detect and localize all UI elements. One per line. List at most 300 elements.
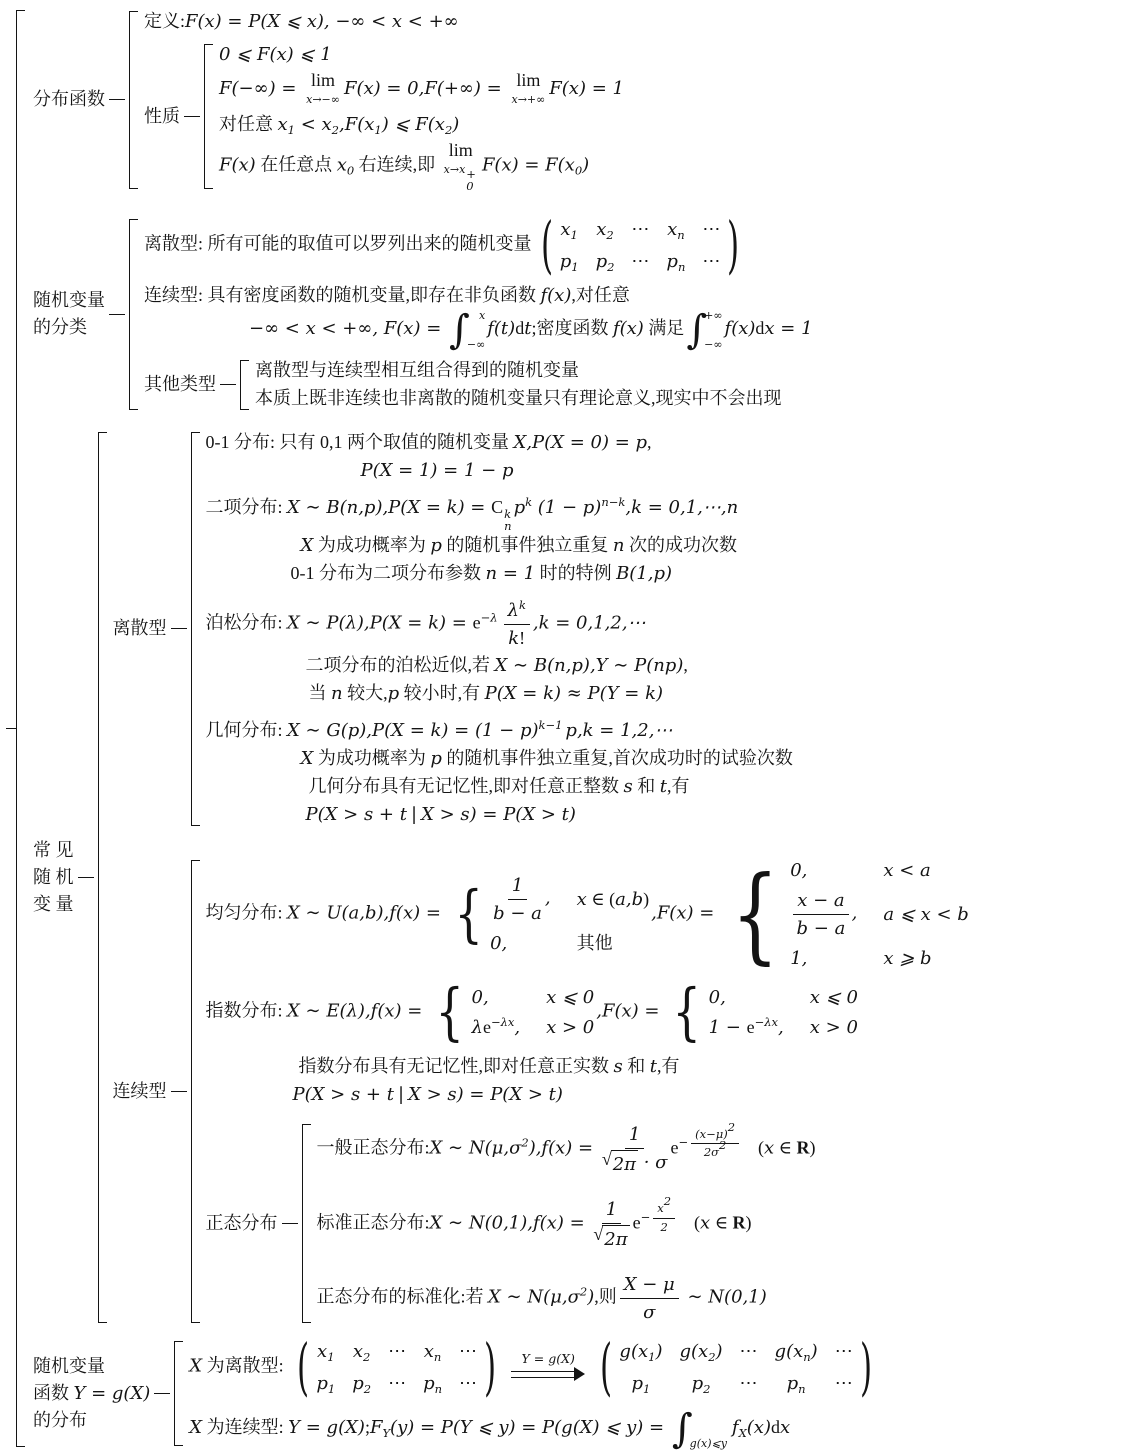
bracket-icon: [98, 432, 107, 1323]
row-line: [144, 8, 624, 36]
row-line: [206, 717, 793, 745]
text: C: [491, 496, 504, 517]
math-text: g(: [619, 1340, 638, 1362]
text: 满足: [643, 317, 685, 338]
paren-icon: (: [297, 1329, 310, 1403]
bracket-icon: [240, 360, 249, 410]
text: 为成功概率为: [313, 534, 431, 555]
branch-children: [205, 852, 971, 1326]
row-line: [361, 457, 793, 485]
distribution-function: [33, 8, 971, 192]
math-text: p,k = 1,2,⋯: [565, 719, 673, 741]
radical-icon: √: [593, 1223, 604, 1244]
math-text: ): [715, 1340, 723, 1362]
mindmap-root: [6, 8, 1145, 1452]
common-discrete-label: [113, 615, 167, 642]
connector-dash: [220, 384, 236, 385]
text: 连续型: [112, 1080, 167, 1101]
subscript: 2: [363, 1381, 372, 1396]
other-combo-row: [255, 357, 782, 385]
math-text: σ: [567, 1286, 580, 1308]
subscript: 1: [327, 1349, 335, 1364]
sup-sub-stack: k n: [504, 506, 512, 533]
math-text: X > s) = P(X > t): [408, 1083, 563, 1105]
math-text: x > 0: [546, 1016, 595, 1038]
math-text: F(x) = 0,F(+∞) =: [343, 77, 508, 99]
math-text: p: [316, 1372, 328, 1394]
brace-icon: {: [672, 974, 702, 1048]
function-of-rv-label: [33, 1353, 150, 1434]
math-text: n: [485, 562, 498, 584]
normal: [206, 1121, 971, 1326]
math-text: s: [623, 775, 633, 797]
math-text: −: [640, 1210, 651, 1225]
math-text: λ: [507, 599, 519, 621]
text: 随机变量: [33, 1355, 105, 1376]
math-text: b − a: [493, 902, 542, 924]
row-line: [144, 207, 813, 281]
text: ): [809, 1137, 816, 1158]
common-continuous-label: [113, 1078, 167, 1105]
math-text: X,P(X = 0) = p: [513, 431, 648, 453]
superscript: −λx: [754, 1014, 779, 1029]
fraction: [493, 872, 542, 927]
math-text: ∼ N(0,1): [681, 1286, 767, 1308]
probability-matrix: [594, 1329, 878, 1403]
connector-dash: [78, 877, 94, 878]
subscript: 2: [444, 122, 453, 137]
superscript: 2: [663, 1194, 672, 1209]
text: 均匀分布:: [205, 902, 288, 923]
text: 较大,: [342, 682, 388, 703]
row-line: [219, 141, 624, 192]
math-text: −∞: [466, 338, 486, 352]
limit: lim x→−∞: [306, 70, 340, 106]
math-text: (x−μ): [695, 1126, 728, 1141]
math-text: x: [637, 1340, 649, 1362]
other-theoretical-row: [255, 385, 782, 413]
fraction: [691, 1119, 739, 1162]
math-text: F: [369, 1416, 383, 1438]
math-text: X ∼ E(λ),f(x) =: [287, 1000, 429, 1022]
row-line: [301, 745, 793, 773]
superscript: n−k: [601, 494, 626, 509]
math-text: −∞ < x < +∞, F(x) =: [249, 317, 448, 339]
text: 函数: [33, 1382, 74, 1403]
text: 为离散型:: [202, 1355, 289, 1376]
math-text: 0,: [471, 986, 489, 1008]
row-line: [317, 1196, 816, 1253]
bracket-icon: [302, 1124, 311, 1323]
math-text: a,b: [615, 888, 644, 910]
geometric: [206, 717, 793, 829]
text: ⋯: [702, 218, 721, 239]
text: ;密度函数: [531, 317, 613, 338]
bracket-icon: [129, 219, 138, 410]
superscript: 2: [521, 1135, 529, 1150]
math-text: σ: [509, 1137, 522, 1159]
row-line: [317, 1271, 816, 1326]
text: ,: [683, 654, 688, 675]
math-text: <: [294, 113, 322, 135]
math-text: ,: [514, 1016, 521, 1038]
text: 时的特例: [535, 562, 617, 583]
text: 的随机事件独立重复: [441, 534, 613, 555]
math-text: x < a: [883, 859, 931, 881]
text: 离散型: [112, 618, 167, 639]
math-text: x ⩽ 0: [809, 986, 858, 1008]
math-text: −: [678, 1135, 689, 1150]
math-text: x: [596, 218, 607, 240]
math-text: n: [612, 534, 625, 556]
text: 次的成功次数: [624, 534, 737, 555]
row-line: [317, 1121, 816, 1178]
text: ,: [647, 431, 652, 452]
subscript: Y: [382, 1425, 391, 1440]
math-text: t: [524, 317, 532, 339]
math-text: f(t): [487, 317, 516, 339]
math-text: x: [698, 1340, 709, 1362]
math-text: ,F(x) =: [596, 1000, 666, 1022]
text: ,对任意: [571, 284, 630, 305]
branch-children: [113, 429, 971, 1326]
connector-dash: [171, 628, 187, 629]
math-text: x: [793, 1340, 804, 1362]
math-text: 2σ: [703, 1144, 719, 1159]
math-text: f(x): [612, 317, 644, 339]
subscript: n: [803, 1349, 811, 1364]
text: 几何分布具有无记忆性,即对任意正整数: [308, 775, 624, 796]
math-bold-text: R: [732, 1212, 746, 1233]
math-text: Y = g(X): [521, 1350, 575, 1366]
math-text: x ⩾ b: [883, 947, 932, 969]
math-text: x: [277, 113, 288, 135]
piecewise-cases: [449, 872, 649, 957]
subscript: 1: [571, 259, 579, 274]
math-text: +∞: [704, 308, 723, 322]
math-text: 1: [628, 1123, 641, 1145]
exp-memoryless: [206, 1053, 971, 1109]
continuous-def-row: [144, 282, 813, 353]
math-text: X ∼ U(a,b),f(x) =: [287, 902, 447, 924]
connector-dash: [109, 314, 125, 315]
math-text: x − a: [797, 889, 845, 911]
text: 指数分布具有无记忆性,即对任意正实数: [298, 1055, 614, 1076]
connector-dash: [282, 1223, 298, 1224]
row-line: [219, 71, 624, 109]
text: ⋯: [834, 1372, 853, 1393]
row-line: [309, 680, 793, 708]
bracket-icon: [204, 44, 213, 189]
math-text: σ: [643, 1301, 656, 1323]
text: ∈: [710, 1212, 733, 1233]
subscript: n: [677, 227, 685, 242]
row-line: [301, 532, 793, 560]
text: 离散型: 所有可能的取值可以罗列出来的随机变量: [144, 233, 532, 254]
row-line: [205, 852, 971, 975]
text: 和: [622, 1055, 650, 1076]
subscript: 2: [607, 259, 615, 274]
probability-matrix: [535, 207, 746, 281]
math-text: 1: [511, 874, 524, 896]
root-connector-dash: [6, 728, 16, 729]
row-line: [299, 1053, 971, 1081]
row-line: [189, 1329, 881, 1403]
math-text: 2π: [604, 1228, 628, 1250]
text: 正态分布的标准化:若: [316, 1286, 489, 1307]
row-line: [144, 282, 813, 310]
brace-icon: {: [454, 876, 483, 950]
text: 本质上既非连续也非离散的随机变量只有理论意义,现实中不会出现: [255, 387, 782, 408]
bracket-icon: [129, 11, 138, 189]
math-text: x: [764, 317, 775, 339]
uniform: [205, 852, 971, 975]
subscript: n: [798, 1381, 806, 1396]
math-text: |: [410, 803, 418, 825]
text: ⋯: [631, 250, 650, 271]
branch-children: [219, 41, 624, 192]
common-random-variables-label: [33, 837, 74, 918]
math-text: x: [657, 1201, 664, 1216]
text: d: [515, 317, 525, 338]
rv-classification-label: [33, 287, 105, 341]
subscript: 2: [331, 122, 339, 137]
math-text: ,F(x) =: [651, 902, 721, 924]
superscript: [640, 1194, 678, 1234]
text: ⋯: [388, 1340, 407, 1361]
math-text: ,: [544, 887, 551, 909]
common-random-variables: [33, 429, 971, 1326]
text: 一般正态分布:: [316, 1137, 430, 1158]
properties: [144, 41, 624, 192]
math-text: n: [331, 682, 343, 704]
math-text: F(−∞) =: [219, 77, 303, 99]
math-text: x: [564, 154, 575, 176]
text: d: [755, 317, 765, 338]
math-text: x > 0: [809, 1016, 858, 1038]
fraction: [653, 1194, 675, 1236]
text: 性质: [144, 105, 180, 126]
math-text: t: [649, 1055, 657, 1077]
connector-dash: [171, 1091, 187, 1092]
subscript: 1: [287, 122, 295, 137]
subscript: 1: [643, 1381, 651, 1396]
math-text: X ∼ N(μ,: [429, 1137, 510, 1159]
fraction: [602, 1121, 668, 1178]
math-text: p: [595, 250, 608, 272]
normal-label: [206, 1210, 278, 1237]
math-text: X: [189, 1355, 203, 1377]
square-root: [593, 1225, 629, 1253]
math-text: ,: [778, 1016, 784, 1038]
math-text: · σ: [638, 1151, 668, 1173]
subscript: 1: [648, 1349, 656, 1364]
math-text: = 1: [497, 562, 536, 584]
math-text: p: [691, 1372, 704, 1394]
text: 泊松分布:: [205, 612, 288, 633]
square-root: [602, 1150, 638, 1178]
text: 其他: [576, 932, 613, 953]
bracket-icon: [191, 860, 200, 1323]
math-text: X ∼ B(n,p),P(X = k) =: [287, 496, 492, 518]
other-types: [144, 357, 813, 413]
row-line: [219, 111, 624, 139]
math-text: = 1: [774, 317, 813, 339]
math-text: ,k = 0,1,⋯,n: [625, 496, 739, 518]
integral-icon: ∫: [671, 1405, 693, 1452]
text: ,有: [656, 1055, 680, 1076]
connector-dash: [154, 1393, 170, 1394]
math-text: ) ⩽ F(: [381, 113, 435, 135]
math-text: F(x) = P(X ⩽ x), −∞ < x < +∞: [185, 11, 459, 32]
probability-matrix: [291, 1329, 502, 1403]
text: ∈: [774, 1137, 797, 1158]
math-text: x→−∞: [306, 93, 340, 106]
subscript: n: [433, 1349, 442, 1364]
distribution-function-label: [33, 86, 105, 113]
math-text: F(x): [219, 154, 256, 176]
superscript: k: [518, 597, 526, 612]
branch-children: [189, 1329, 881, 1452]
integral-icon: ∫: [686, 306, 708, 353]
text: 几何分布:: [205, 719, 288, 740]
text: ⋯: [631, 218, 650, 239]
main-column: [33, 8, 971, 1452]
math-text: 1: [605, 1198, 618, 1220]
text: e: [482, 1016, 491, 1037]
integral: [671, 1405, 727, 1452]
subscript: n: [677, 259, 686, 274]
text: 正态分布: [205, 1212, 278, 1233]
branch-children: [206, 429, 793, 829]
text: 指数分布:: [205, 1000, 288, 1021]
math-text: ): [810, 1340, 818, 1362]
math-text: p: [423, 1372, 435, 1394]
math-text: X: [189, 1416, 203, 1438]
math-text: x: [764, 1137, 775, 1159]
fraction: [620, 1271, 679, 1326]
text: 的分类: [33, 317, 87, 338]
text: 和: [632, 775, 660, 796]
math-text: 0,: [490, 932, 508, 954]
superscript: −λx: [490, 1014, 515, 1029]
function-of-rv: [33, 1329, 971, 1452]
subscript: 1: [374, 122, 382, 137]
brace-icon: {: [435, 974, 464, 1048]
text: e: [472, 612, 481, 633]
branch-children: [255, 357, 782, 413]
math-text: 0,: [708, 986, 726, 1008]
math-text: 1 −: [708, 1016, 747, 1038]
prop-right-continuous: [219, 141, 624, 192]
superscript: [678, 1119, 742, 1159]
math-text: ,k = 0,1,2,⋯: [532, 612, 646, 634]
row-line: [206, 597, 793, 652]
math-text: x ⩽ 0: [546, 986, 595, 1008]
branch-children: [317, 1121, 816, 1326]
text: 在任意点: [255, 154, 337, 175]
superscript: 2: [727, 1119, 736, 1134]
superscript: 2: [579, 1284, 588, 1299]
text: 定义:: [144, 11, 186, 31]
superscript: −λ: [480, 610, 498, 625]
connector-dash: [184, 116, 200, 117]
math-text: P(X > s + t: [292, 1083, 394, 1105]
math-text: Y = g(X): [288, 1416, 365, 1438]
math-text: x: [434, 113, 445, 135]
math-text: x: [576, 888, 587, 910]
text: 为连续型:: [202, 1416, 289, 1437]
text: 0-1 分布为二项分布参数: [290, 562, 486, 583]
row-line: [255, 385, 782, 413]
rv-classification: [33, 207, 971, 413]
row-line: [205, 974, 971, 1048]
math-text: X ∼ N(0,1),f(x) =: [429, 1212, 591, 1234]
piecewise-cases: [430, 974, 595, 1048]
prop-bounds: [219, 41, 624, 69]
math-bold-text: R: [796, 1137, 810, 1158]
text: ⋯: [739, 1340, 758, 1361]
discrete-case-row: [189, 1329, 881, 1403]
text: 较小时,有: [399, 682, 485, 703]
text: e: [746, 1016, 755, 1037]
bracket-icon: [191, 432, 200, 826]
math-text: t: [659, 775, 667, 797]
subscript: 1: [570, 227, 578, 242]
math-text: x: [321, 113, 332, 135]
math-text: p: [513, 496, 526, 518]
other-types-label: [144, 371, 216, 398]
text: 常 见: [33, 839, 74, 860]
text: 分布函数: [33, 89, 105, 110]
prop-monotone: [219, 111, 624, 139]
integral: [686, 306, 723, 353]
text: ,则: [594, 1286, 617, 1307]
text: 其他类型: [144, 374, 216, 395]
math-text: F(x) = F(: [481, 154, 565, 176]
standard-normal: [317, 1196, 816, 1253]
binomial: [206, 494, 793, 588]
math-text: x: [779, 1416, 791, 1438]
math-text: x: [700, 1212, 711, 1234]
math-text: k: [508, 627, 520, 649]
branch-children: [144, 8, 624, 192]
math-text: g(: [679, 1340, 699, 1362]
math-text: x→+∞: [511, 93, 546, 106]
common-continuous: [112, 852, 971, 1326]
math-text: g(x)⩽y: [689, 1437, 727, 1450]
math-text: p: [387, 682, 400, 704]
math-text: x→x: [443, 162, 466, 176]
math-text: x: [423, 1340, 434, 1362]
fraction: [504, 597, 530, 652]
math-text: x: [667, 218, 678, 240]
arrow-label: [521, 1350, 575, 1366]
definition-row: [144, 8, 624, 36]
math-text: |: [397, 1083, 405, 1105]
subscript: 2: [708, 1349, 716, 1364]
row-line: [206, 494, 793, 532]
text: 的分布: [33, 1409, 87, 1430]
superscript: 2: [718, 1137, 727, 1152]
math-text: ,F(: [339, 113, 365, 135]
text: ⋯: [388, 1372, 407, 1393]
text: 当: [308, 682, 331, 703]
subscript: 2: [606, 227, 614, 242]
integral-icon: ∫: [449, 306, 470, 353]
math-text: X ∼ N(μ,: [488, 1286, 568, 1308]
text: 标准正态分布:: [316, 1212, 430, 1233]
